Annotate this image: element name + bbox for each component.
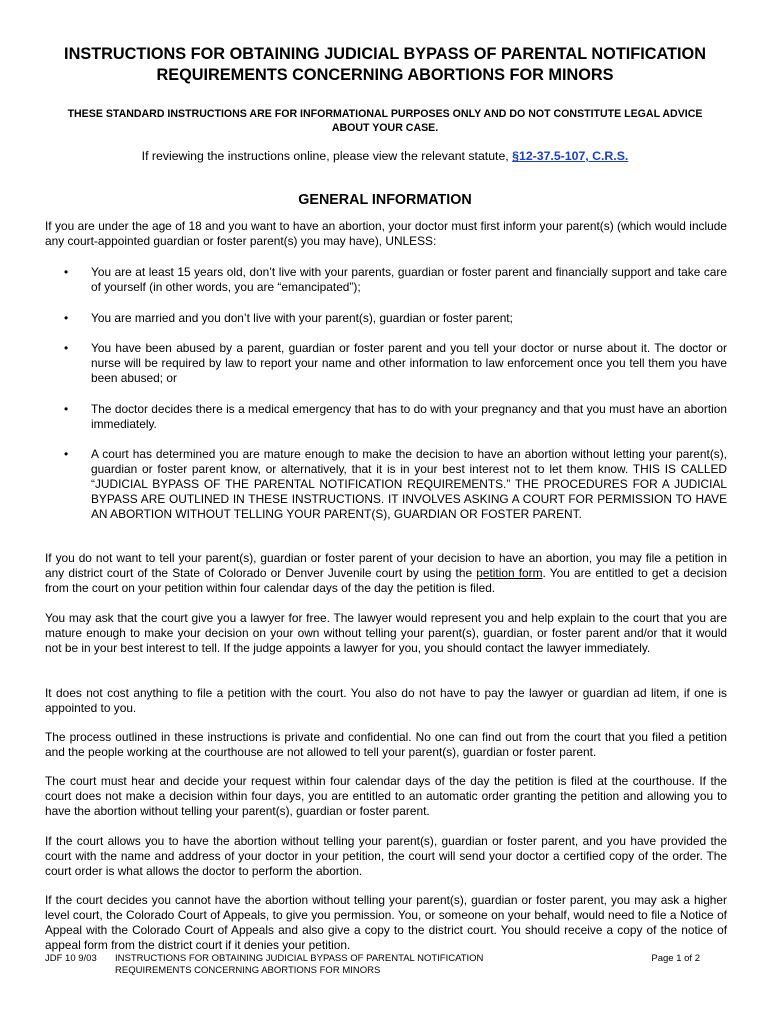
bullet-item: The doctor decides there is a medical emergency that has to do with your pregnancy and that you must have an abortion immediately. — [91, 402, 727, 431]
paragraph: The process outlined in these instructions is private and confidential. No one can find out from the court that you filed a petition and the people working at the courthouse are not allowed to tell your parent(s), guardian or foster parent. — [45, 730, 727, 759]
bullet-item: You are married and you don’t live with your parent(s), guardian or foster parent; — [91, 311, 513, 325]
bullet-dot: • — [64, 341, 69, 355]
intro-paragraph: If you are under the age of 18 and you want to have an abortion, your doctor must first inform your parent(s) (which would include any court-appointed guardian or foster parent(s) you may have), UNLESS: — [45, 219, 727, 248]
bullet-item: You are at least 15 years old, don’t live with your parents, guardian or foster parent and financially support and take care of yourself (in other words, you are “emancipated”); — [91, 265, 727, 294]
petition-text-after: . You are entitled to get a decision from the court on your petition within four calendar days of the day the petition is filed. — [45, 566, 727, 595]
petition-paragraph — [45, 551, 727, 596]
bullet-dot: • — [64, 447, 69, 461]
bullet-item: You have been abused by a parent, guardian or foster parent and you tell your doctor or nurse about it. The doctor or nurse will be required by law to report your name and other information to law enforcement once you tell them you have been abused; or — [91, 341, 727, 385]
paragraph: If the court allows you to have the abortion without telling your parent(s), guardian or foster parent, and you have provided the court with the name and address of your doctor in your petition, the court will send your doctor a certified copy of the order. The court order is what allows the doctor to perform the abortion. — [45, 834, 727, 878]
paragraph: You may ask that the court give you a lawyer for free. The lawyer would represent you and help explain to the court that you are mature enough to make your decision on your own without telling your parent(s), guardian, or foster parent and/or that it would not be in your best interest to tell. If the judge appoints a lawyer for you, you should contact the lawyer immediately. — [45, 611, 727, 655]
footer-form-code: JDF 10 9/03 — [45, 953, 97, 964]
bullet-item: A court has determined you are mature enough to make the decision to have an abortion without letting your parent(s), guardian or foster parent know, or alternatively, that it is in your best interest not to let them know. THIS IS CALLED “JUDICIAL BYPASS OF THE PARENTAL NOTIFICATION REQUIREMENTS.” THE PROCEDURES FOR A JUDICIAL BYPASS ARE OUTLINED IN THESE INSTRUCTIONS. IT INVOLVES ASKING A COURT FOR PERMISSION TO HAVE AN ABORTION WITHOUT TELLING YOUR PARENT(S), GUARDIAN OR FOSTER PARENT. — [91, 447, 727, 521]
footer-form-title-line2: REQUIREMENTS CONCERNING ABORTIONS FOR MINORS — [115, 965, 381, 976]
petition-form-link[interactable]: petition form — [476, 566, 543, 580]
bullet-dot: • — [64, 265, 69, 279]
footer-form-title-line1: INSTRUCTIONS FOR OBTAINING JUDICIAL BYPASS OF PARENTAL NOTIFICATION — [115, 953, 484, 964]
paragraph: If the court decides you cannot have the abortion without telling your parent(s), guardian or foster parent, you may ask a higher level court, the Colorado Court of Appeals, to give you permission. You, or someone on your behalf, would need to file a Notice of Appeal with the Colorado Court of Appeals and also give a copy to the district court. You should receive a copy of the notice of appeal form from the district court if it denies your petition. — [45, 893, 727, 952]
legal-disclaimer: THESE STANDARD INSTRUCTIONS ARE FOR INFORMATIONAL PURPOSES ONLY AND DO NOT CONSTITUTE LEGAL ADVICE ABOUT YOUR CASE. — [67, 108, 703, 134]
paragraph: It does not cost anything to file a petition with the court. You also do not have to pay the lawyer or guardian ad litem, if one is appointed to you. — [45, 686, 727, 715]
bullet-dot: • — [64, 402, 69, 416]
online-note-text: If reviewing the instructions online, please view the relevant statute, — [141, 149, 513, 163]
footer-form-info — [45, 953, 605, 977]
document-title: INSTRUCTIONS FOR OBTAINING JUDICIAL BYPASS OF PARENTAL NOTIFICATION REQUIREMENTS CONCERNING ABORTIONS FOR MINORS — [64, 45, 706, 84]
bullet-dot: • — [64, 311, 69, 325]
online-note — [30, 149, 740, 164]
paragraph: The court must hear and decide your request within four calendar days of the day the petition is filed at the courthouse. If the court does not make a decision within four days, you are entitled to an automatic order granting the petition and allowing you to have the abortion without telling your parent(s), guardian or foster parent. — [45, 774, 727, 818]
petition-text-before: If you do not want to tell your parent(s), guardian or foster parent of your decision to have an abortion, you may file a petition in any district court of the State of Colorado or Denver Juvenile court by using the — [45, 551, 727, 580]
statute-link[interactable]: §12-37.5-107, C.R.S. — [512, 149, 629, 163]
section-heading: GENERAL INFORMATION — [298, 192, 472, 208]
footer-page-number: Page 1 of 2 — [651, 953, 700, 964]
